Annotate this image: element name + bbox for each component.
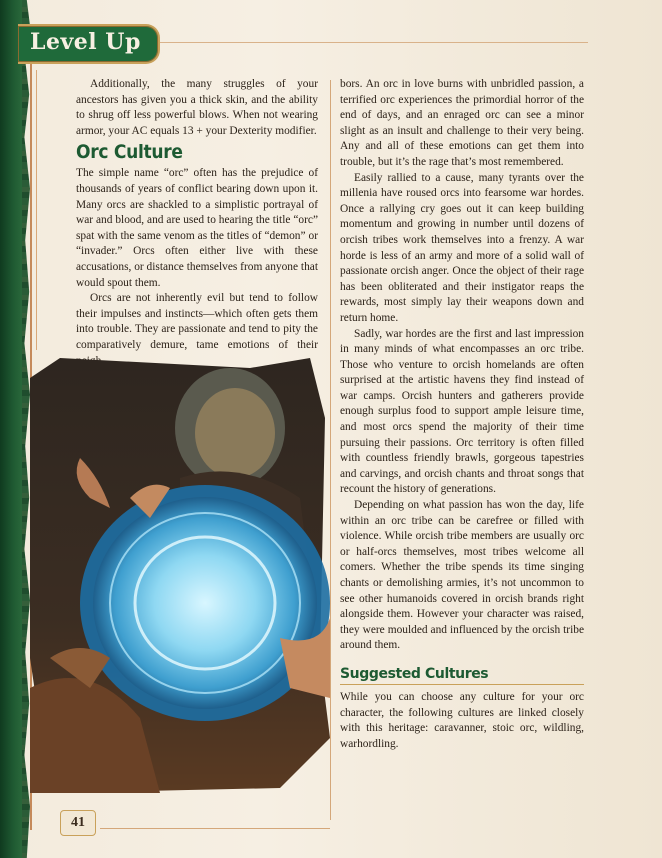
paragraph: While you can choose any culture for your orc character, the following cultures are linked closely with this heritage: caravanner, stoic orc, wildling, warhordling. (340, 690, 584, 750)
paragraph: bors. An orc in love burns with unbridled passion, a terrified orc experiences the primordial horror of the end of days, and an enraged orc can see a minor slight as an insult and challenge to their very being. Any and all of these emotions can get them into trouble, but it’s the rage that’s most remembered. (340, 78, 584, 168)
page-spine-decoration (0, 0, 24, 858)
frame-line-bottom (100, 828, 330, 829)
paragraph: Orcs are not inherently evil but tend to follow their impulses and instincts—which often gets them into trouble. They are passionate and tend to pity the comparatively demure, tame emotions of their (76, 292, 318, 351)
paragraph: Depending on what passion has won the day, life within an orc tribe can be carefree or filled with violence. While orcish tribe members are usually orc or half-orcs themselves, most tribes welcome all comers. Whether the tribe spends its time singing chants or demolishing armies, it’s not uncommon to see other humanoids covered in orcish brands right alongside them. However your character was raised, they were moulded and influenced by the orcish tribe around them. (340, 499, 584, 652)
illustration-orc-with-shield (30, 358, 330, 793)
paragraph: Easily rallied to a cause, many tyrants over the millenia have roused orcs into fearsome war hordes. Once a rallying cry goes out it can keep building momentum and growing in number until dozens of orcish tribes work themselves into a frenzy. A war horde is less of an army and more of a solid wall of passionate orcish anger. Once the object of their rage has been obliterated and their instigator reaps the rewards, most simply lay their weapons down and return home. (340, 171, 584, 324)
paragraph: Sadly, war hordes are the first and last impression in many minds of what encompasses an orc tribe. Those who venture to orcish homelands are often surprised at the artistic havens they find instead of war camps. Orcish hunters and gatherers provide enough surplus food to support ample leisure time, and most orcs spend the majority of their time pursuing their passions. Orc territory is often filled with countless friendly brawls, gorgeous tapestries and carvings, and orcish chants and throat songs that recount the history of generations. (340, 327, 584, 496)
section-heading-orc-culture: Orc Culture (76, 141, 183, 164)
chapter-title: Level Up (30, 29, 141, 55)
illustration-svg (30, 358, 330, 793)
intro-paragraph: Additionally, the many struggles of your ancestors has given you a thick skin, and the ability to shrug off less powerful blows. When not wearing armor, your AC equals 13 + your Dexterity modifier. (76, 78, 318, 137)
section-heading-suggested-cultures: Suggested Cultures (340, 666, 584, 685)
chapter-banner (18, 24, 160, 64)
frame-line-gutter (330, 80, 331, 820)
paragraph: The simple name “orc” often has the prejudice of thousands of years of conflict bearing down upon it. Many orcs are shackled to a simplistic portrayal of war and blood, and are used to hearing the title “orc” spat with the same venom as the titles of “demon” or “invader.” Orcs often either live with these accusations, or distance themselves from anyone that would spout them. (76, 167, 318, 289)
text-column-right (340, 77, 584, 752)
frame-line-top (158, 42, 588, 43)
text-column-left (76, 77, 318, 369)
page-number: 41 (60, 810, 96, 836)
frame-line-left-inner (36, 70, 37, 350)
